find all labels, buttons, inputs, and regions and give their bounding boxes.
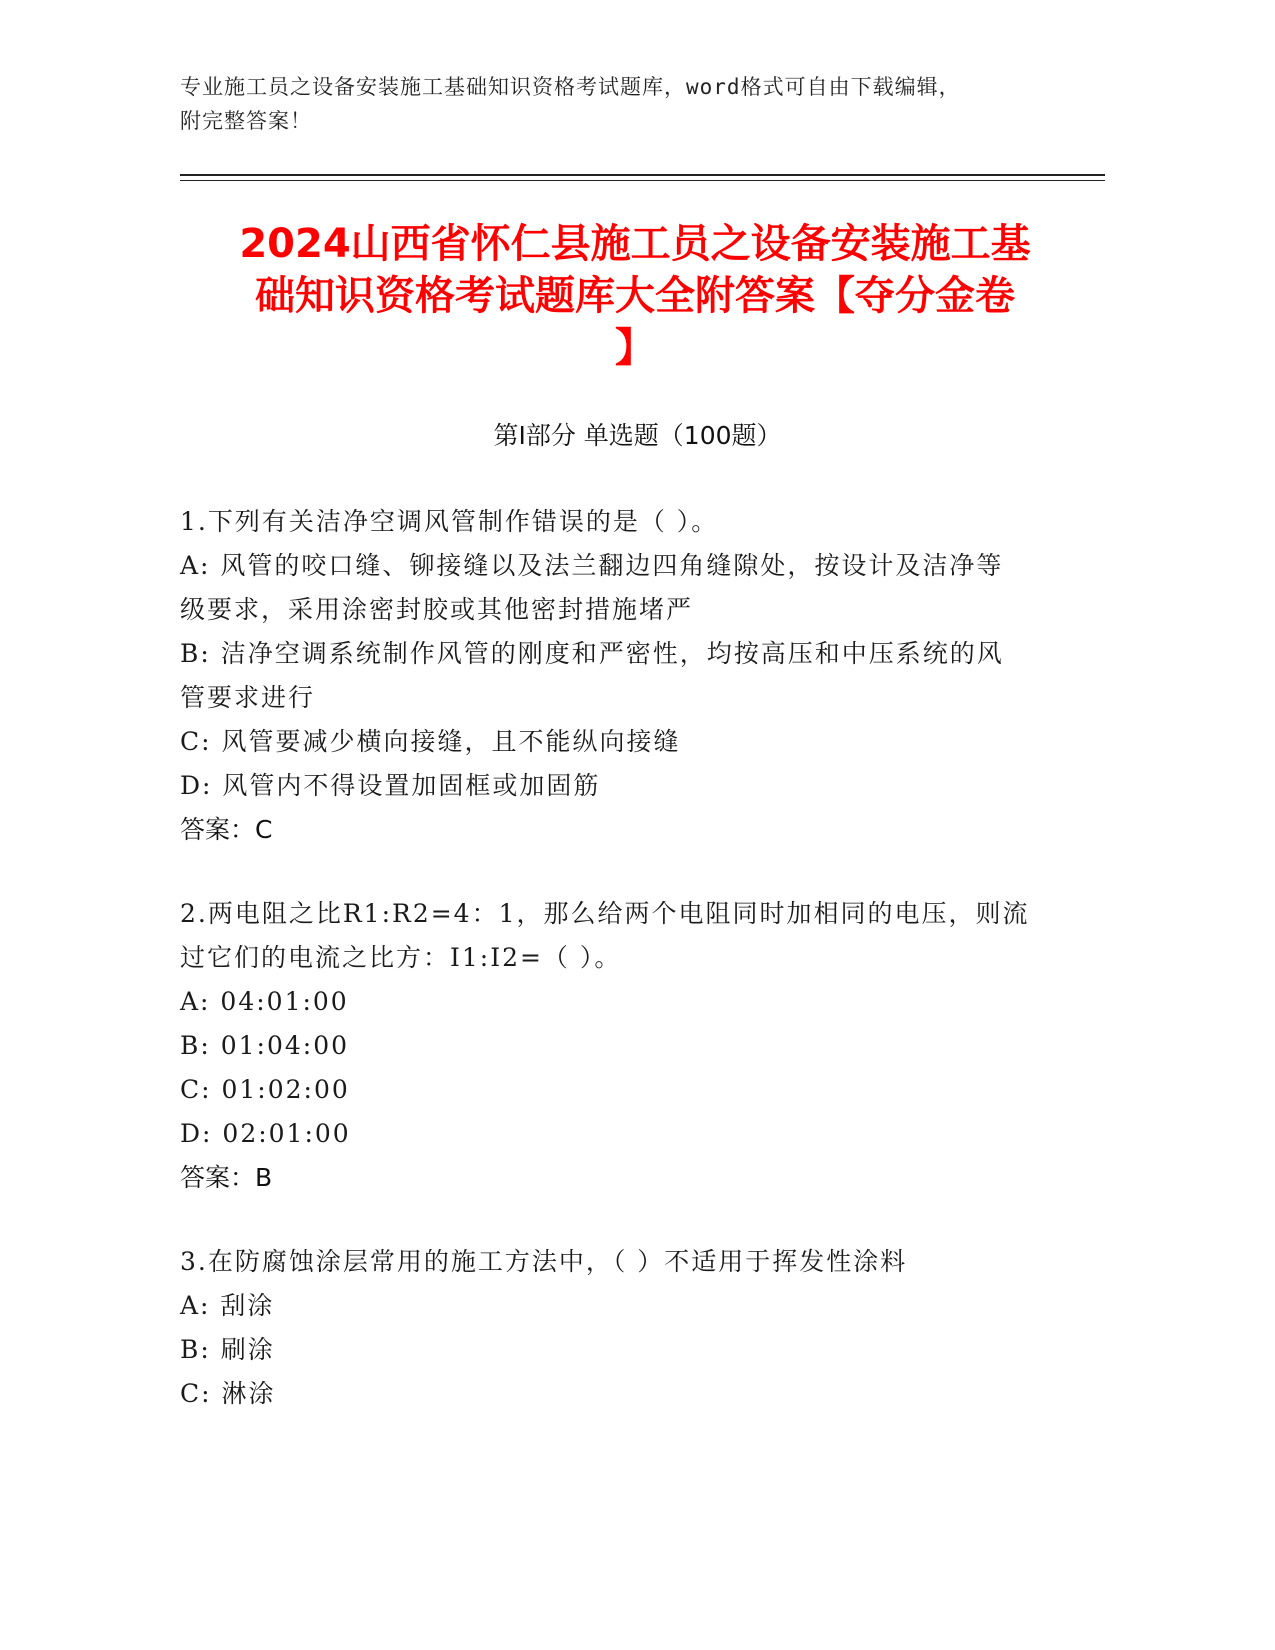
question-stem: 2.两电阻之比R1:R2=4：1，那么给两个电阻同时加相同的电压，则流过它们的电流之比方：I1:I2=（ ）。 [180, 899, 1030, 972]
document-title-line-1: 2024山西省怀仁县施工员之设备安装施工基 [239, 221, 1031, 267]
option-c: C: 风管要减少横向接缝，且不能纵向接缝 [180, 727, 681, 756]
header-divider-thick [180, 174, 1105, 176]
question-stem: 3.在防腐蚀涂层常用的施工方法中，（ ）不适用于挥发性涂料 [180, 1247, 908, 1276]
header-note-line-1: 专业施工员之设备安装施工基础知识资格考试题库，word格式可自由下载编辑， [180, 75, 961, 99]
document-title [160, 218, 1110, 374]
question-list [180, 500, 1030, 1456]
question-stem: 1.下列有关洁净空调风管制作错误的是（ ）。 [180, 507, 719, 536]
answer-label: 答案：B [180, 1163, 273, 1192]
header-divider-thin [180, 180, 1105, 181]
question-3 [180, 1240, 1030, 1416]
option-d: D: 风管内不得设置加固框或加固筋 [180, 771, 601, 800]
option-a: A: 刮涂 [180, 1291, 275, 1320]
option-b: B: 01:04:00 [180, 1031, 350, 1060]
option-c: C: 淋涂 [180, 1379, 276, 1408]
question-2 [180, 892, 1030, 1200]
option-b: B: 刷涂 [180, 1335, 275, 1364]
answer-label: 答案：C [180, 815, 273, 844]
question-1 [180, 500, 1030, 852]
document-title-line-3: 】 [615, 325, 655, 371]
option-b: B: 洁净空调系统制作风管的刚度和严密性，均按高压和中压系统的风管要求进行 [180, 639, 1004, 712]
header-note-line-2: 附完整答案！ [180, 109, 312, 133]
document-title-line-2: 础知识资格考试题库大全附答案【夺分金卷 [255, 273, 1015, 319]
option-a: A: 04:01:00 [180, 987, 349, 1016]
option-a: A: 风管的咬口缝、铆接缝以及法兰翻边四角缝隙处，按设计及洁净等级要求，采用涂密封胶或其他密封措施堵严 [180, 551, 1004, 624]
option-d: D: 02:01:00 [180, 1119, 351, 1148]
section-title: 第Ⅰ部分 单选题（100题） [493, 421, 782, 450]
option-c: C: 01:02:00 [180, 1075, 350, 1104]
header-note [180, 70, 1060, 138]
